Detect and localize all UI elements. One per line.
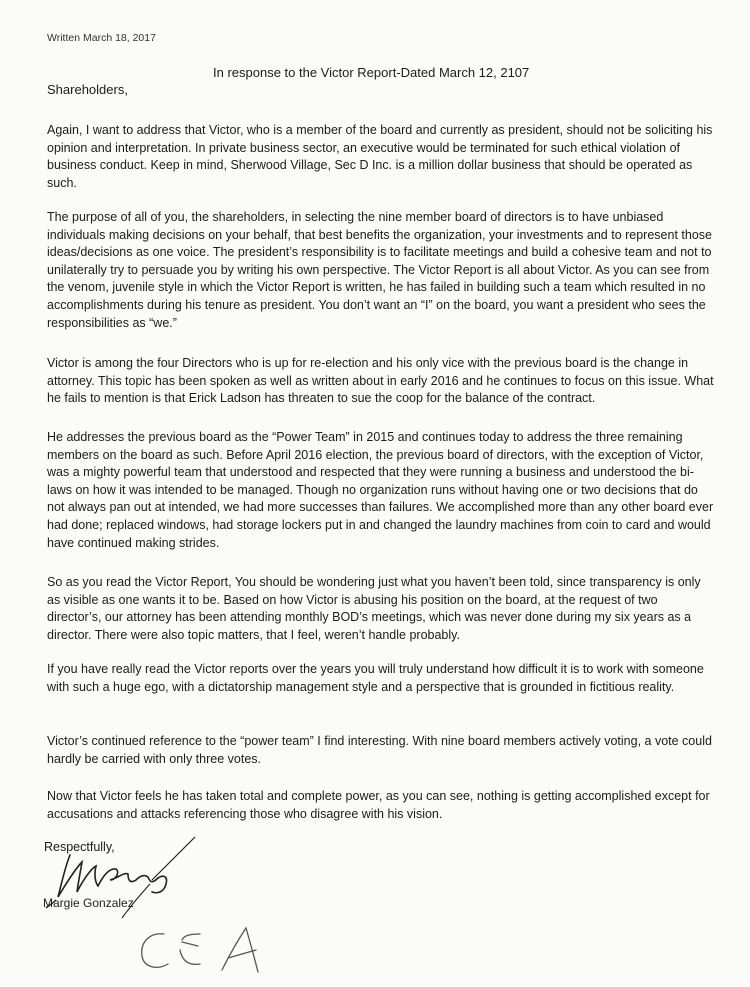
body-paragraph-5: So as you read the Victor Report, You should be wondering just what you haven’t been told, since transparency is only as visible as one wants it to be. Based on how Victor is abusing his position on the board, at the request of two director’s, our attorney has been attending monthly BOD’s meetings, which was never done during my six years as a director. There were also topic matters, that I feel, weren’t handle probably. [47,575,701,642]
handwritten-initials [130,920,280,980]
body-paragraph-4: He addresses the previous board as the “Power Team” in 2015 and continues today to address the three remaining members on the board as such. Before April 2016 election, the previous board of directors, with the exception of Victor, was a mighty powerful team that understood and respected that they were running a business and understood the bi-laws on how it was intended to be managed. Though no organization runs without having one or two decisions that do not always pan out at intended, we had more successes than failures. We accomplished more than any other board ever had done; replaced windows, had storage lockers put in and changed the laundry machines from coin to card and would have continued making strides. [47,430,714,550]
body-paragraph-7: Victor’s continued reference to the “power team” I find interesting. With nine board members actively voting, a vote could hardly be carried with only three votes. [47,734,712,766]
body-paragraph-3: Victor is among the four Directors who is up for re-election and his only vice with the previous board is the change in attorney. This topic has been spoken as well as written about in early 2016 and he continues to focus on this issue. What he fails to mention is that Erick Ladson has threaten to sue the coop for the balance of the contract. [47,356,714,406]
handwritten-signature [40,822,220,932]
signer-name: Margie Gonzalez [43,896,134,910]
closing: Respectfully, [44,840,115,854]
salutation: Shareholders, [47,82,128,97]
body-paragraph-8: Now that Victor feels he has taken total and complete power, as you can see, nothing is getting accomplished except for accusations and attacks referencing those who disagree with his vision. [47,789,710,821]
letter-subject: In response to the Victor Report-Dated March 12, 2107 [213,65,530,80]
body-paragraph-2: The purpose of all of you, the shareholders, in selecting the nine member board of directors is to have unbiased individuals making decisions on your behalf, that best benefits the organization, your investments and to represent those ideas/decisions as one voice. The president’s responsibility is to facilitate meetings and build a cohesive team and not to unilaterally try to persuade you by writing his own perspective. The Victor Report is all about Victor. As you can see from the venom, juvenile style in which the Victor Report is written, he has failed in building such a team which resulted in no accomplishments during his tenure as president. You don’t want an “I” on the board, you want a president who sees the responsibilities as “we.” [47,210,712,330]
written-date: Written March 18, 2017 [47,32,156,44]
body-paragraph-1: Again, I want to address that Victor, who is a member of the board and currently as president, should not be soliciting his opinion and interpretation. In private business sector, an executive would be terminated for such ethical violation of business conduct. Keep in mind, Sherwood Village, Sec D Inc. is a million dollar business that should be operated as such. [47,123,713,190]
body-paragraph-6: If you have really read the Victor reports over the years you will truly understand how difficult it is to work with someone with such a huge ego, with a dictatorship management style and a perspective that is grounded in fictitious reality. [47,662,704,694]
